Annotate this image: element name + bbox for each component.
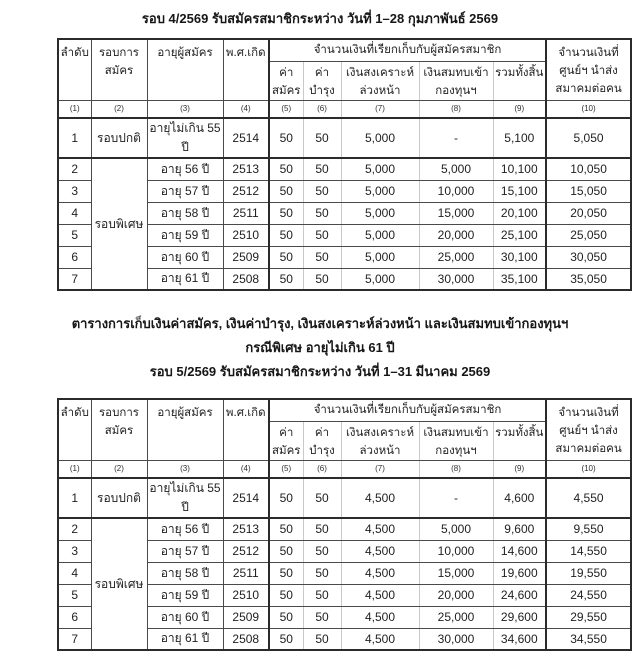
table-cell: 25,000	[419, 606, 493, 628]
table-cell: อายุไม่เกิน 55 ปี	[147, 118, 223, 158]
header-age: อายุผู้สมัคร	[147, 39, 223, 100]
table-cell: 50	[269, 478, 303, 518]
table-cell: 2510	[223, 224, 269, 246]
table-cell: 20,100	[493, 202, 546, 224]
table-cell: 7	[58, 268, 91, 290]
table-cell: 25,100	[493, 224, 546, 246]
table-cell: 15,000	[419, 562, 493, 584]
table-cell: 19,550	[546, 562, 631, 584]
table-cell: 4,500	[341, 518, 419, 540]
table-cell: 34,600	[493, 628, 546, 650]
table-cell: 50	[269, 562, 303, 584]
table-cell: อายุ 57 ปี	[147, 180, 223, 202]
table-cell: 50	[269, 158, 303, 180]
table-cell: 50	[303, 246, 341, 268]
table-cell: 50	[269, 540, 303, 562]
table-cell: 50	[303, 606, 341, 628]
column-number: (5)	[269, 460, 303, 478]
table-cell: 10,050	[546, 158, 631, 180]
header-round: รอบการ สมัคร	[91, 39, 147, 100]
table-cell: 10,000	[419, 180, 493, 202]
table-cell: 5,000	[341, 268, 419, 290]
column-number: (9)	[493, 460, 546, 478]
table-cell: อายุ 57 ปี	[147, 540, 223, 562]
table-cell: 50	[303, 518, 341, 540]
column-number: (6)	[303, 100, 341, 118]
table-cell: 2513	[223, 158, 269, 180]
table-cell: 5,000	[341, 246, 419, 268]
table-cell: 2511	[223, 202, 269, 224]
table-cell: อายุ 59 ปี	[147, 584, 223, 606]
table-cell: 20,050	[546, 202, 631, 224]
table1-title: รอบ 4/2569 รับสมัครสมาชิกระหว่าง วันที่ 1–28 กุมภาพันธ์ 2569	[141, 11, 499, 26]
table-cell: อายุ 59 ปี	[147, 224, 223, 246]
column-number: (9)	[493, 100, 546, 118]
table-cell: 2	[58, 518, 91, 540]
header-advance-fund: เงินสงเคราะห์ ล่วงหน้า	[341, 421, 419, 460]
table-cell: 30,100	[493, 246, 546, 268]
table-cell: 4,500	[341, 562, 419, 584]
table-cell: 50	[303, 584, 341, 606]
fee-table	[57, 398, 632, 651]
table-cell: 2514	[223, 478, 269, 518]
table-cell: 35,050	[546, 268, 631, 290]
table-cell: 35,100	[493, 268, 546, 290]
table-cell: รอบพิเศษ	[91, 158, 147, 290]
fee-table	[57, 38, 632, 291]
table-cell: 4,500	[341, 628, 419, 650]
header-total: รวมทั้งสิ้น	[493, 61, 546, 100]
table-cell: 9,600	[493, 518, 546, 540]
column-number: (6)	[303, 460, 341, 478]
table-cell: 2	[58, 158, 91, 180]
header-maintenance-fee: ค่า บำรุง	[303, 61, 341, 100]
table-cell: อายุ 60 ปี	[147, 246, 223, 268]
table-cell: 4,550	[546, 478, 631, 518]
table-cell: รอบพิเศษ	[91, 518, 147, 650]
table-cell: 50	[303, 224, 341, 246]
table-cell: 50	[269, 628, 303, 650]
table-cell: 50	[269, 118, 303, 158]
table-cell: 15,050	[546, 180, 631, 202]
table-cell: 50	[303, 158, 341, 180]
table-cell: 50	[303, 562, 341, 584]
table-cell: 50	[269, 180, 303, 202]
header-fund-contribution: เงินสมทบเข้า กองทุนฯ	[419, 61, 493, 100]
table-cell: 50	[269, 246, 303, 268]
table-cell: 4,500	[341, 478, 419, 518]
table-cell: 2509	[223, 606, 269, 628]
table-cell: 50	[269, 518, 303, 540]
table-cell: 5,000	[419, 158, 493, 180]
table-cell: 1	[58, 118, 91, 158]
table-cell: 2513	[223, 518, 269, 540]
table-cell: 2511	[223, 562, 269, 584]
table-cell: 50	[303, 202, 341, 224]
table-cell: 50	[269, 202, 303, 224]
table-cell: -	[419, 118, 493, 158]
table-cell: 10,000	[419, 540, 493, 562]
header-group-collected: จำนวนเงินที่เรียกเก็บกับผู้สมัครสมาชิก	[269, 39, 546, 61]
table-cell: 25,000	[419, 246, 493, 268]
table-cell: 5,000	[341, 224, 419, 246]
header-maintenance-fee: ค่า บำรุง	[303, 421, 341, 460]
table-cell: 1	[58, 478, 91, 518]
header-remit-amount: จำนวนเงินที่ ศูนย์ฯ นำส่ง สมาคมต่อคน	[546, 39, 631, 100]
section-heading-line1: ตารางการเก็บเงินค่าสมัคร, เงินค่าบำรุง, เงินสงเคราะห์ล่วงหน้า และเงินสมทบเข้ากองทุนฯ	[71, 316, 569, 331]
column-number: (4)	[223, 100, 269, 118]
table-cell: 50	[303, 180, 341, 202]
table-cell: 29,600	[493, 606, 546, 628]
column-number: (5)	[269, 100, 303, 118]
table-cell: 3	[58, 540, 91, 562]
table-cell: 5,100	[493, 118, 546, 158]
table-cell: 5,050	[546, 118, 631, 158]
table-cell: 50	[269, 606, 303, 628]
table-cell: 50	[303, 268, 341, 290]
header-birth-year: พ.ศ.เกิด	[223, 399, 269, 460]
table-cell: 5,000	[419, 518, 493, 540]
table-cell: อายุ 60 ปี	[147, 606, 223, 628]
table-cell: 5,000	[341, 180, 419, 202]
table-cell: 24,600	[493, 584, 546, 606]
header-round: รอบการ สมัคร	[91, 399, 147, 460]
column-number: (10)	[546, 460, 631, 478]
table-cell: 30,000	[419, 268, 493, 290]
table-cell: 20,000	[419, 584, 493, 606]
header-birth-year: พ.ศ.เกิด	[223, 39, 269, 100]
table-cell: อายุไม่เกิน 55 ปี	[147, 478, 223, 518]
table-cell: 5,000	[341, 158, 419, 180]
table-cell: 6	[58, 246, 91, 268]
table-cell: -	[419, 478, 493, 518]
table-cell: 29,550	[546, 606, 631, 628]
table-cell: 4,500	[341, 584, 419, 606]
table-cell: 5,000	[341, 202, 419, 224]
table-cell: 2509	[223, 246, 269, 268]
table-cell: อายุ 58 ปี	[147, 202, 223, 224]
table-cell: 50	[303, 478, 341, 518]
table-cell: 25,050	[546, 224, 631, 246]
table-cell: 50	[303, 540, 341, 562]
table-cell: 30,050	[546, 246, 631, 268]
table-cell: 50	[303, 628, 341, 650]
table-cell: 19,600	[493, 562, 546, 584]
header-remit-amount: จำนวนเงินที่ ศูนย์ฯ นำส่ง สมาคมต่อคน	[546, 399, 631, 460]
table-cell: อายุ 56 ปี	[147, 158, 223, 180]
column-number: (3)	[147, 100, 223, 118]
table-cell: อายุ 61 ปี	[147, 628, 223, 650]
table2-container	[0, 398, 640, 651]
table-cell: 4,500	[341, 606, 419, 628]
table-cell: 30,000	[419, 628, 493, 650]
header-no: ลำดับ	[58, 399, 91, 460]
table-cell: รอบปกติ	[91, 118, 147, 158]
table-cell: อายุ 61 ปี	[147, 268, 223, 290]
header-reg-fee: ค่า สมัคร	[269, 421, 303, 460]
table-cell: 3	[58, 180, 91, 202]
column-number: (2)	[91, 460, 147, 478]
table-cell: 7	[58, 628, 91, 650]
table-cell: 10,100	[493, 158, 546, 180]
table-cell: 9,550	[546, 518, 631, 540]
column-number: (3)	[147, 460, 223, 478]
table-cell: 2508	[223, 268, 269, 290]
column-number: (2)	[91, 100, 147, 118]
table-cell: 5	[58, 224, 91, 246]
header-group-collected: จำนวนเงินที่เรียกเก็บกับผู้สมัครสมาชิก	[269, 399, 546, 421]
table-cell: 2510	[223, 584, 269, 606]
table-cell: 14,550	[546, 540, 631, 562]
header-fund-contribution: เงินสมทบเข้า กองทุนฯ	[419, 421, 493, 460]
header-total: รวมทั้งสิ้น	[493, 421, 546, 460]
table-cell: 50	[269, 268, 303, 290]
table-cell: 5,000	[341, 118, 419, 158]
table-cell: 14,600	[493, 540, 546, 562]
table1-container	[0, 38, 640, 291]
table-cell: 50	[269, 224, 303, 246]
column-number: (8)	[419, 100, 493, 118]
table-cell: 24,550	[546, 584, 631, 606]
column-number: (10)	[546, 100, 631, 118]
header-advance-fund: เงินสงเคราะห์ ล่วงหน้า	[341, 61, 419, 100]
table-cell: 50	[303, 118, 341, 158]
table-cell: 15,100	[493, 180, 546, 202]
table2-title: รอบ 5/2569 รับสมัครสมาชิกระหว่าง วันที่ 1–31 มีนาคม 2569	[149, 364, 491, 379]
table-cell: 2512	[223, 540, 269, 562]
table-cell: 4	[58, 562, 91, 584]
table-cell: 2514	[223, 118, 269, 158]
table-cell: รอบปกติ	[91, 478, 147, 518]
table-cell: 15,000	[419, 202, 493, 224]
table-cell: 4,500	[341, 540, 419, 562]
table-cell: 6	[58, 606, 91, 628]
column-number: (1)	[58, 100, 91, 118]
table-cell: 50	[269, 584, 303, 606]
column-number: (4)	[223, 460, 269, 478]
header-age: อายุผู้สมัคร	[147, 399, 223, 460]
column-number: (1)	[58, 460, 91, 478]
header-no: ลำดับ	[58, 39, 91, 100]
table-cell: 2508	[223, 628, 269, 650]
column-number: (7)	[341, 100, 419, 118]
table-cell: 4,600	[493, 478, 546, 518]
header-reg-fee: ค่า สมัคร	[269, 61, 303, 100]
table-cell: 20,000	[419, 224, 493, 246]
section-heading-line2: กรณีพิเศษ อายุไม่เกิน 61 ปี	[245, 340, 395, 355]
table-cell: 34,550	[546, 628, 631, 650]
section-heading	[0, 312, 640, 384]
table-cell: อายุ 58 ปี	[147, 562, 223, 584]
column-number: (8)	[419, 460, 493, 478]
table-cell: 2512	[223, 180, 269, 202]
table-cell: 4	[58, 202, 91, 224]
table-cell: อายุ 56 ปี	[147, 518, 223, 540]
column-number: (7)	[341, 460, 419, 478]
table-cell: 5	[58, 584, 91, 606]
